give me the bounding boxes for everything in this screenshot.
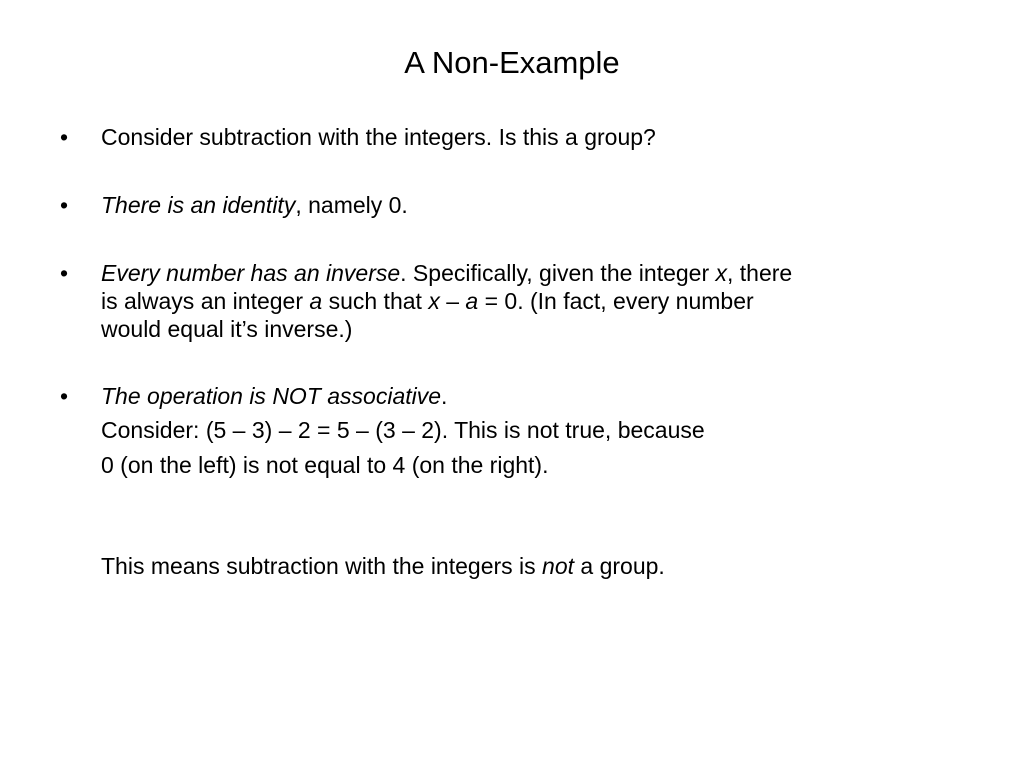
bullet-3-l2-mid: such that — [322, 288, 429, 314]
bullet-3-l2-end: = 0. (In fact, every number — [478, 288, 754, 314]
conclusion-start: This means subtraction with the integers is — [101, 553, 543, 579]
bullet-2-text — [101, 191, 981, 219]
bullet-4-line-3: 0 (on the left) is not equal to 4 (on the right). — [101, 452, 549, 478]
bullet-marker: • — [60, 124, 69, 150]
bullet-3-text — [101, 259, 981, 343]
bullet-1-content: Consider subtraction with the integers. Is this a group? — [101, 124, 656, 150]
bullet-1-text — [101, 123, 981, 151]
bullet-3-end: , there — [727, 260, 793, 286]
var-a: a — [465, 288, 479, 314]
bullet-3-italic: Every number has an inverse — [101, 260, 401, 286]
bullet-4-period: . — [441, 383, 448, 409]
bullet-3-l2-start: is always an integer — [101, 288, 310, 314]
bullet-4-italic: The operation is NOT associative — [101, 383, 442, 409]
var-a: a — [309, 288, 323, 314]
conclusion-italic: not — [542, 553, 575, 579]
bullet-3-line-1 — [101, 259, 981, 287]
slide-title: A Non-Example — [404, 45, 620, 80]
bullet-marker: • — [60, 383, 69, 409]
bullet-3-line-2 — [101, 287, 981, 315]
conclusion-text — [101, 552, 981, 580]
minus-sign: – — [439, 288, 466, 314]
bullet-marker: • — [60, 192, 69, 218]
var-x: x — [715, 260, 728, 286]
conclusion-end: a group. — [574, 553, 665, 579]
bullet-2-rest: , namely 0. — [295, 192, 408, 218]
bullet-marker: • — [60, 260, 69, 286]
bullet-3-mid: . Specifically, given the integer — [400, 260, 716, 286]
bullet-4-line-2: Consider: (5 – 3) – 2 = 5 – (3 – 2). This is not true, because — [101, 417, 705, 443]
bullet-3-line-3: would equal it’s inverse.) — [101, 316, 353, 342]
bullet-2-italic: There is an identity — [101, 192, 296, 218]
bullet-4-text — [101, 382, 981, 410]
var-x: x — [428, 288, 440, 314]
